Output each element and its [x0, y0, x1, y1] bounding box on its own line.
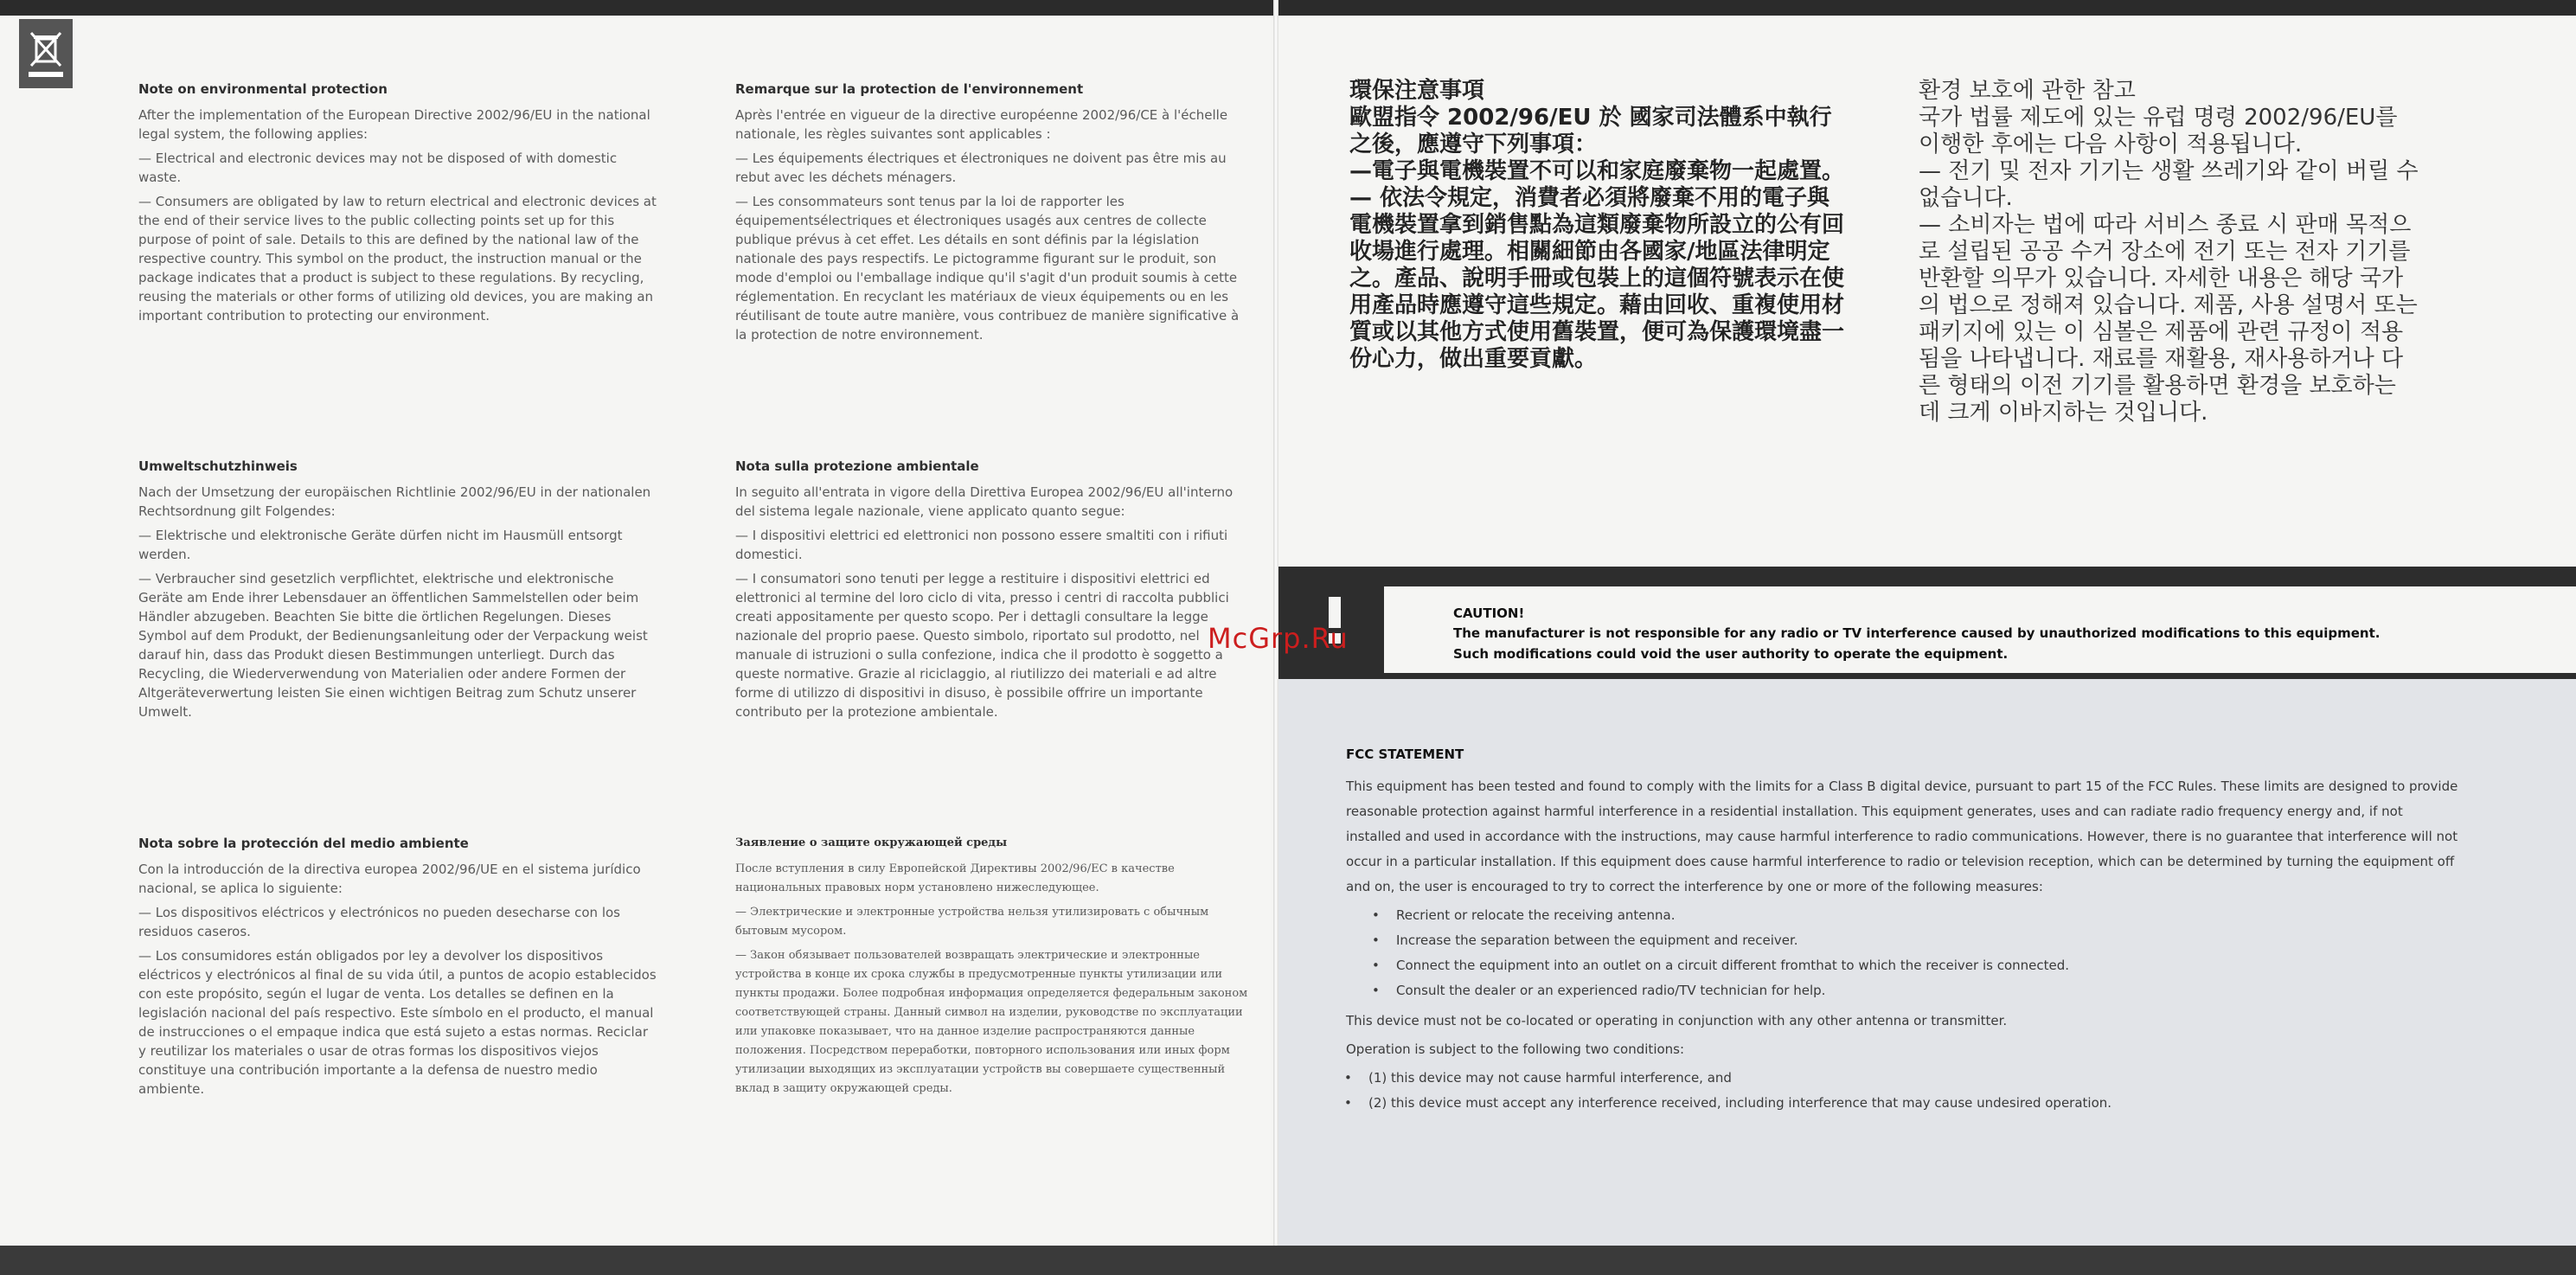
list-item: • (1) this device may not cause harmful interference, and [1368, 1066, 2462, 1091]
section-title-en: Note on environmental protection [138, 81, 388, 97]
section-zh [1349, 78, 1851, 373]
de-point-2: — Verbraucher sind gesetzlich verpflichtet, elektrische und elektronische Geräte am Ende ihrer Lebensdauer an öffentlichen Sammelstellen oder beim Händler abzugeben. Beachten Sie bitte die örtlichen Regelungen. Dieses Symbol auf dem Produkt, der Bedienungsanleitung oder der Verpackung weist darauf hin, dass das Produkt diesen Bestimmungen unterliegt. Durch das Recycling, die Wiederverwendung von Materialien oder andere Formen der Altgeräteverwertung leisten Sie einen wichtigen Beitrag zum Schutz unserer Umwelt. [138, 571, 648, 720]
fr-point-2: — Les consommateurs sont tenus par la loi de rapporter les équipementsélectriques et électroniques usagés aux centres de collecte publique prévus à cet effet. Les détails en sont définis par la législation nationale des pays respectifs. Le pictogramme figurant sur le produit, son mode d'emploi ou l'emballage indique qu'il s'agit d'un produit soumis à cette réglementation. En recyclant les matériaux de vieux équipements ou en les réutilisant de toute autre manière, vous contribuez de manière significative à la protection de notre environnement. [735, 194, 1240, 343]
watermark: McGrp.Ru [1208, 622, 1349, 655]
section-title-zh: 環保注意事項 [1349, 78, 1485, 104]
list-item: • Recrient or relocate the receiving antenna. [1396, 903, 2462, 928]
fr-intro: Après l'entrée en vigueur de la directive européenne 2002/96/CE à l'échelle nationale, les règles suivantes sont applicables : [735, 107, 1228, 142]
en-point-1: — Electrical and electronic devices may not be disposed of with domestic waste. [138, 151, 618, 185]
bin-icon-svg [29, 30, 63, 68]
es-point-2: — Los consumidores están obligados por ley a devolver los dispositivos eléctricos y electrónicos al final de su vida útil, a puntos de acopio establecidos con este propósito, según el lugar de venta. Los detalles se definen en la legislación nacional del país respectivo. Este símbolo en el producto, el manual de instrucciones o el empaque indica que está sujeto a estas normas. Reciclar y reutilizar los materiales o usar de otras formas los dispositivos viejos constituye una contribución importante a la defensa de nuestro medio ambiente. [138, 948, 657, 1097]
caution-box [1384, 586, 2576, 673]
de-point-1: — Elektrische und elektronische Geräte dürfen nicht im Hausmüll entsorgt werden. [138, 528, 623, 562]
fcc-paragraph-1: This equipment has been tested and found to comply with the limits for a Class B digital device, pursuant to part 15 of the FCC Rules. These limits are designed to provide reasonable protection against harmful interference in a residential installation. This equipment generates, uses and can radiate radio frequency energy and, if not installed and used in accordance with the instructions, may cause harmful interference to radio communications. However, there is no guarantee that interference will not occur in a particular installation. If this equipment does cause harmful interference to radio or television reception, which can be determined by turning the equipment off and on, the user is encouraged to try to correct the interference by one or more of the following measures: [1346, 778, 2458, 894]
zh-point-1: —電子與電機裝置不可以和家庭廢棄物一起處置。 [1349, 158, 1845, 184]
bin-underline [29, 72, 63, 77]
fcc-paragraph-2: This device must not be co-located or operating in conjunction with any other antenna or transmitter. [1346, 1013, 2008, 1028]
caution-title: CAUTION! [1453, 605, 1525, 621]
list-item: • (2) this device must accept any interference received, including interference that may cause undesired operation. [1368, 1091, 2462, 1116]
section-title-ko: 환경 보호에 관한 참고 [1919, 78, 2136, 104]
section-ru [735, 834, 1254, 1104]
it-point-2: — I consumatori sono tenuti per legge a restituire i dispositivi elettrici ed elettronici al termine del loro ciclo di vita, presso i centri di raccolta pubblici creati appositamente per questo scopo. Per i dettagli consultare la legge nazionale del proprio paese. Questo simbolo, riportato sul prodotto, nel manuale di istruzioni o sulla confezione, indica che il prodotto è soggetto a queste normative. Grazie al riciclaggio, al riutilizzo dei materiali e ad altre forme di utilizzo di dispositivi in disuso, è possibile offrire un importante contributo per la protezione ambientale. [735, 571, 1229, 720]
fcc-measures-list [1346, 903, 2462, 1003]
section-title-de: Umweltschutzhinweis [138, 458, 298, 474]
zh-point-2: — 依法令規定，消費者必須將廢棄不用的電子與電機裝置拿到銷售點為這類廢棄物所設立的公有回收場進行處理。相關細節由各國家/地區法律明定之。產品、說明手冊或包裝上的這個符號表示在使用產品時應遵守這些規定。藉由回收、重複使用材質或以其他方式使用舊裝置，便可為保護環境盡一份心力，做出重要貢獻。 [1349, 185, 1845, 372]
fcc-title: FCC STATEMENT [1346, 746, 1464, 762]
zh-intro: 歐盟指令 2002/96/EU 於 國家司法體系中執行之後，應遵守下列事項： [1349, 105, 1832, 157]
list-item: • Consult the dealer or an experienced radio/TV technician for help. [1396, 978, 2462, 1003]
caution-line-1: The manufacturer is not responsible for any radio or TV interference caused by unauthorized modifications to this equipment. [1453, 625, 2381, 641]
caution-line-2: Such modifications could void the user authority to operate the equipment. [1453, 646, 2009, 662]
en-point-2: — Consumers are obligated by law to return electrical and electronic devices at the end of their service lives to the public collecting points set up for this purpose of point of sale. Details to this are defined by the national law of the respective country. This symbol on the product, the instruction manual or the package indicates that a product is subject to these regulations. By recycling, reusing the materials or other forms of utilizing old devices, you are making an important contribution to protecting our environment. [138, 194, 657, 324]
fcc-statement [1346, 742, 2462, 1116]
top-bar [0, 0, 2576, 16]
section-es [138, 834, 657, 1104]
it-intro: In seguito all'entrata in vigore della Direttiva Europea 2002/96/EU all'interno del sistema legale nazionale, viene applicato quanto segue: [735, 484, 1234, 519]
list-item: • Connect the equipment into an outlet on a circuit different fromthat to which the receiver is connected. [1396, 953, 2462, 978]
section-title-ru: Заявление о защите окружающей среды [735, 836, 1008, 849]
fcc-paragraph-3: Operation is subject to the following two conditions: [1346, 1041, 1685, 1057]
section-title-es: Nota sobre la protección del medio ambiente [138, 836, 469, 851]
ko-intro: 국가 법률 제도에 있는 유럽 명령 2002/96/EU를 이행한 후에는 다음 사항이 적용됩니다. [1919, 105, 2398, 157]
section-de [138, 457, 657, 727]
it-point-1: — I dispositivi elettrici ed elettronici non possono essere smaltiti con i rifiuti domestici. [735, 528, 1228, 562]
ko-point-1: — 전기 및 전자 기기는 생활 쓰레기와 같이 버릴 수 없습니다. [1919, 158, 2419, 211]
section-fr [735, 80, 1254, 349]
ru-point-1: — Электрические и электронные устройства нельзя утилизировать с обычным бытовым мусором. [735, 906, 1209, 938]
bottom-bar [0, 1246, 2576, 1275]
en-intro: After the implementation of the European Directive 2002/96/EU in the national legal system, the following applies: [138, 107, 650, 142]
crossed-out-bin-icon [19, 19, 73, 88]
section-title-fr: Remarque sur la protection de l'environnement [735, 81, 1084, 97]
section-it [735, 457, 1254, 727]
fr-point-1: — Les équipements électriques et électroniques ne doivent pas être mis au rebut avec les déchets ménagers. [735, 151, 1227, 185]
section-title-it: Nota sulla protezione ambientale [735, 458, 979, 474]
es-point-1: — Los dispositivos eléctricos y electrónicos no pueden desecharse con los residuos caseros. [138, 905, 620, 939]
section-en [138, 80, 657, 330]
ru-point-2: — Закон обязывает пользователей возвращать электрические и электронные устройства в конце их срока службы в предусмотренные пункты утилизации или пункты продажи. Более подробная информация определяется федеральным законом соответствующей страны. Данный символ на изделии, руководстве по эксплуатации или упаковке показывает, что на данное изделие распространяются данные положения. Посредством переработки, повторного использования или иных форм утилизации выходящих из эксплуатации устройств вы совершаете существенный вклад в защиту окружающей среды. [735, 949, 1248, 1095]
de-intro: Nach der Umsetzung der europäischen Richtlinie 2002/96/EU in der nationalen Rechtsordnung gilt Folgendes: [138, 484, 651, 519]
fcc-conditions-list [1346, 1066, 2462, 1116]
es-intro: Con la introducción de la directiva europea 2002/96/UE en el sistema jurídico nacional, se aplica lo siguiente: [138, 862, 641, 896]
ru-intro: После вступления в силу Европейской Директивы 2002/96/ЕС в качестве национальных правовых норм установлено нижеследующее. [735, 862, 1175, 894]
ko-point-2: — 소비자는 법에 따라 서비스 종료 시 판매 목적으로 설립된 공공 수거 장소에 전기 또는 전자 기기를 반환할 의무가 있습니다. 자세한 내용은 해당 국가의 법으로 정해져 있습니다. 제품, 사용 설명서 또는 패키지에 있는 이 심볼은 제품에 관련 규정이 적용됨을 나타냅니다. 재료를 재활용, 재사용하거나 다른 형태의 이전 기기를 활용하면 환경을 보호하는 데 크게 이바지하는 것입니다. [1919, 212, 2418, 426]
section-ko [1919, 78, 2420, 426]
list-item: • Increase the separation between the equipment and receiver. [1396, 928, 2462, 953]
